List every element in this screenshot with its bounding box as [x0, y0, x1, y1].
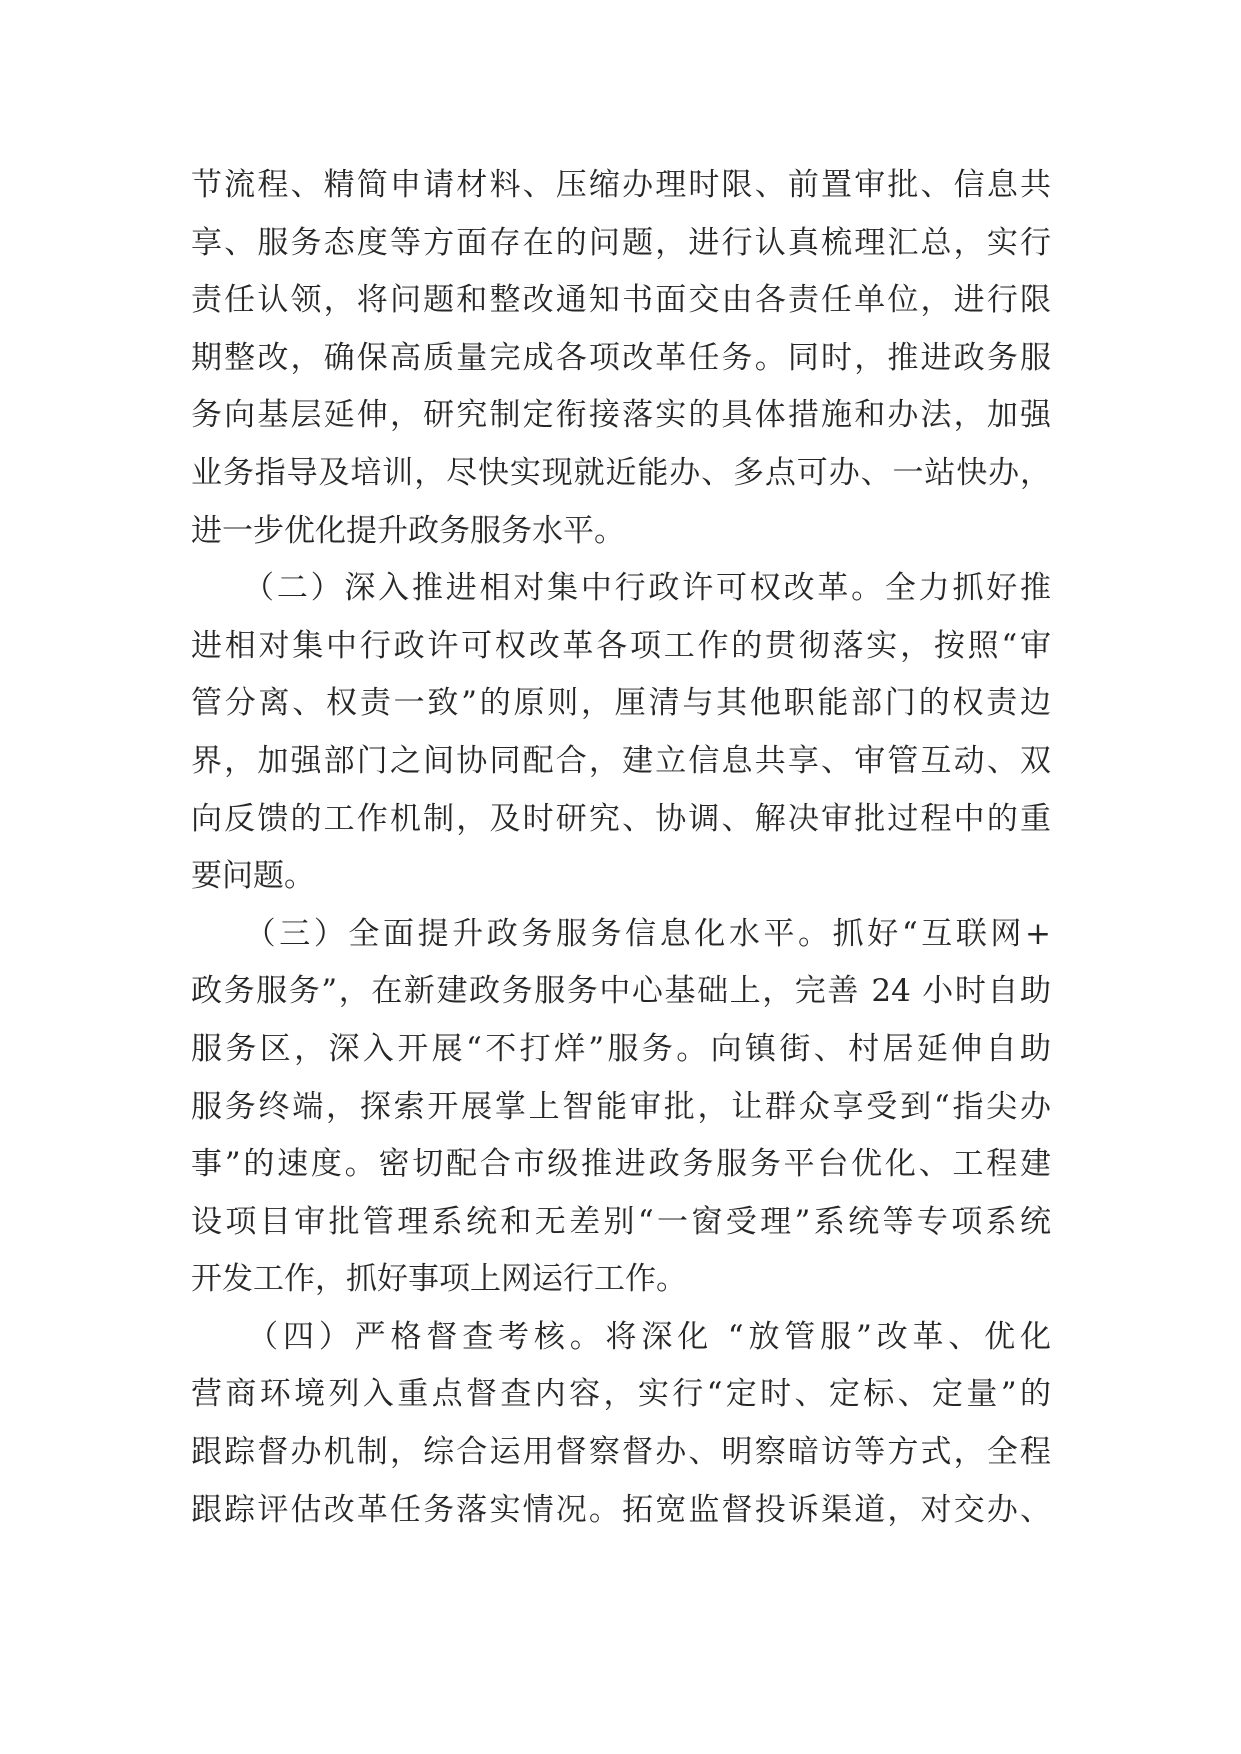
text-line: 要问题。	[191, 858, 315, 895]
text-line: 进一步优化提升政务服务水平。	[191, 512, 625, 549]
text-line: 进相对集中行政许可权改革各项工作的贯彻落实，按照“审	[191, 627, 1051, 664]
text-line: 跟踪督办机制，综合运用督察督办、明察暗访等方式，全程	[191, 1434, 1051, 1471]
text-line: （二）深入推进相对集中行政许可权改革。全力抓好推	[191, 570, 1051, 607]
text-line: 跟踪评估改革任务落实情况。拓宽监督投诉渠道，对交办、	[191, 1491, 1051, 1528]
document-body	[191, 157, 1051, 1539]
text-line: （四）严格督查考核。将深化 “放管服”改革、优化	[191, 1318, 1051, 1355]
text-line: 界，加强部门之间协同配合，建立信息共享、审管互动、双	[191, 742, 1051, 779]
text-line: 享、服务态度等方面存在的问题，进行认真梳理汇总，实行	[191, 224, 1051, 261]
text-line: （三）全面提升政务服务信息化水平。抓好“互联网+	[191, 915, 1051, 952]
text-line: 事”的速度。密切配合市级推进政务服务平台优化、工程建	[191, 1146, 1051, 1183]
text-line: 服务区，深入开展“不打烊”服务。向镇街、村居延伸自助	[191, 1030, 1051, 1067]
text-line: 开发工作，抓好事项上网运行工作。	[191, 1261, 687, 1298]
text-line: 服务终端，探索开展掌上智能审批，让群众享受到“指尖办	[191, 1088, 1051, 1125]
text-line: 设项目审批管理系统和无差别“一窗受理”系统等专项系统	[191, 1203, 1051, 1240]
text-line: 管分离、权责一致”的原则，厘清与其他职能部门的权责边	[191, 685, 1051, 722]
text-line: 务向基层延伸，研究制定衔接落实的具体措施和办法，加强	[191, 397, 1051, 434]
text-line: 政务服务”，在新建政务服务中心基础上，完善 24 小时自助	[191, 973, 1051, 1010]
text-line: 节流程、精简申请材料、压缩办理时限、前置审批、信息共	[191, 167, 1051, 203]
text-line: 向反馈的工作机制，及时研究、协调、解决审批过程中的重	[191, 800, 1051, 837]
text-line: 责任认领，将问题和整改通知书面交由各责任单位，进行限	[191, 282, 1051, 319]
text-line: 期整改，确保高质量完成各项改革任务。同时，推进政务服	[191, 339, 1051, 376]
text-line: 业务指导及培训，尽快实现就近能办、多点可办、一站快办，	[191, 454, 1051, 491]
text-line: 营商环境列入重点督查内容，实行“定时、定标、定量”的	[191, 1376, 1051, 1413]
